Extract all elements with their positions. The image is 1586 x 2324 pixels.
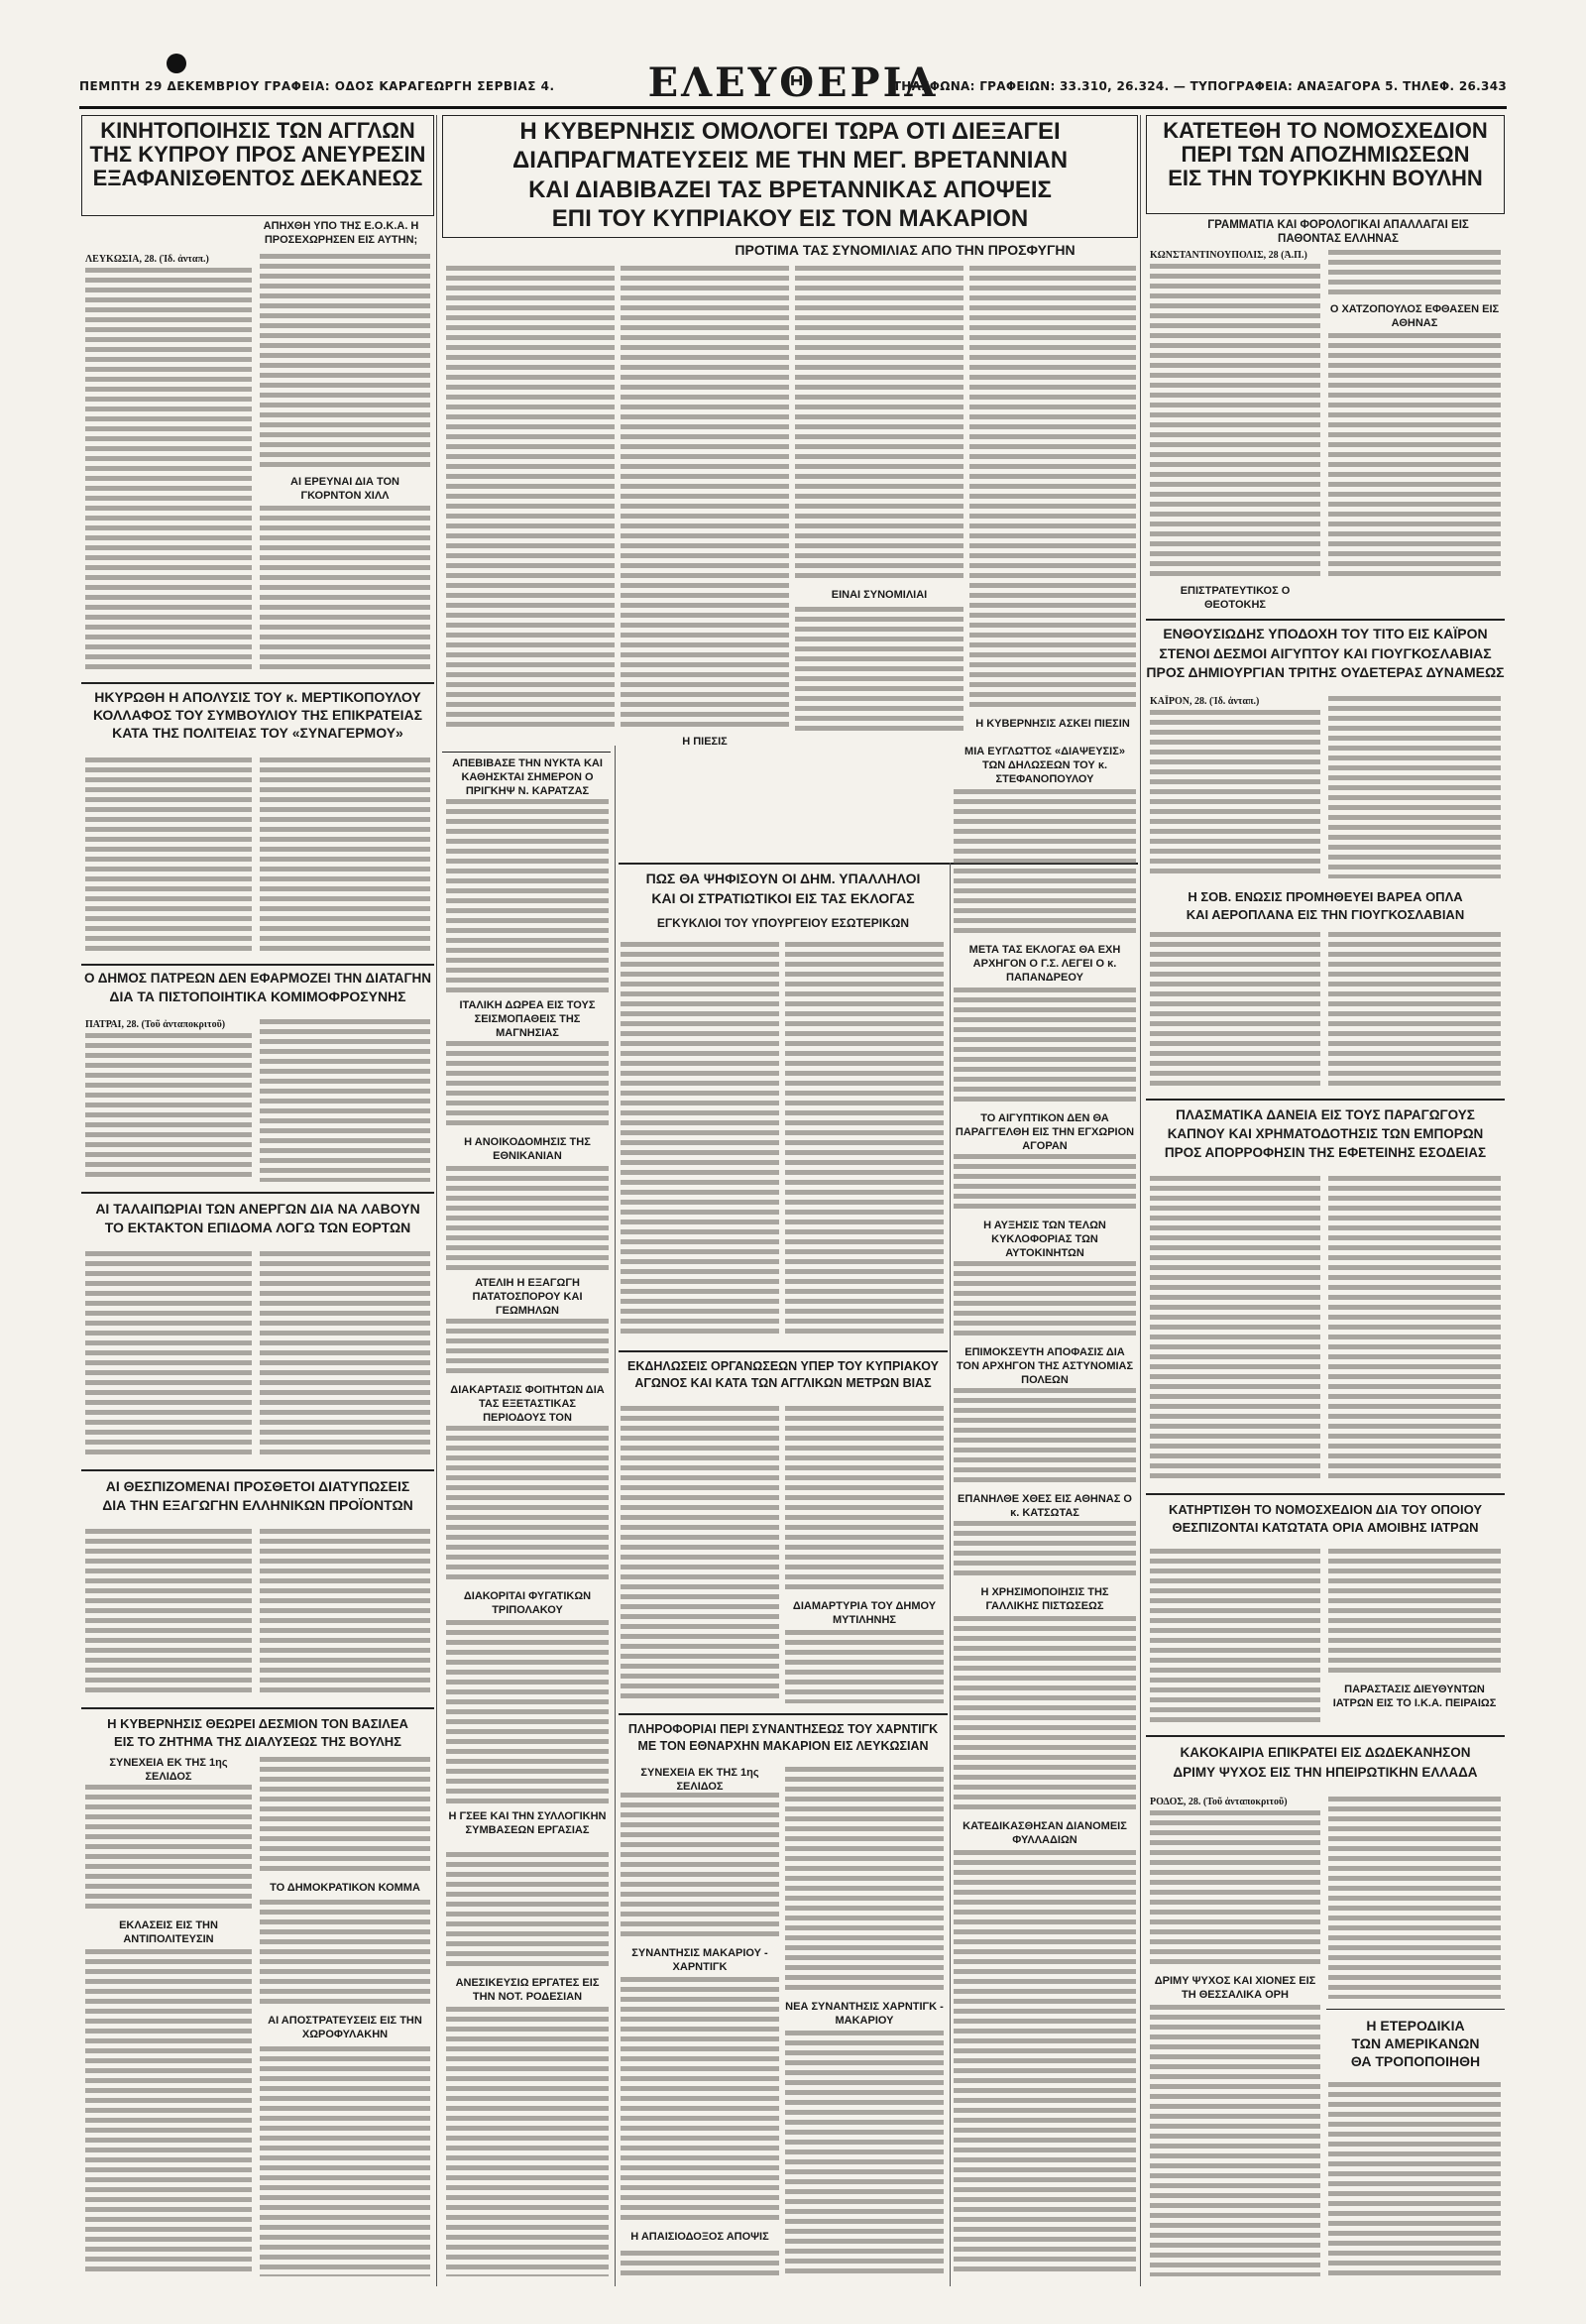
body-text: [85, 1785, 252, 1914]
masthead: [79, 59, 1507, 109]
headline-weather: [1146, 1743, 1505, 1784]
masthead-phones: ΤΗΛΕΦΩΝΑ: ΓΡΑΦΕΙΩΝ: 33.310, 26.324. — ΤΥΠΟΓΡΑΦΕΙΑ: ΑΝΑΞΑΓΟΡΑ 5. ΤΗΛΕΦ. 26.343: [892, 79, 1507, 93]
headline-ussr-weapons: [1146, 888, 1505, 923]
body-text: [260, 1900, 430, 2009]
column-rule: [1140, 115, 1141, 2286]
headline-line: ΔΡΙΜΥ ΨΥΧΟΣ ΕΙΣ ΤΗΝ ΗΠΕΙΡΩΤΙΚΗΝ ΕΛΛΑΔΑ: [1173, 1765, 1478, 1781]
divider: [1146, 1099, 1505, 1101]
body-text: [954, 1850, 1136, 2276]
headline-tito: [1146, 625, 1505, 683]
subhead-govt-pressure: Η ΚΥΒΕΡΝΗΣΙΣ ΑΣΚΕΙ ΠΙΕΣΙΝ: [975, 718, 1130, 730]
subhead-lightoff: ΑΠΕΒΙΒΑΣΕ ΤΗΝ ΝΥΚΤΑ ΚΑΙ ΚΑΘΗΣΚΤΑΙ ΣΗΜΕΡΟΝ Ο ΠΡΙΓΚΗΨ Ν. ΚΑΡΑΤΖΑΣ: [452, 757, 603, 797]
subhead-attica: Η ΑΝΟΙΚΟΔΟΜΗΣΙΣ ΤΗΣ ΕΘΝΙΚΑΝΙΑΝ: [464, 1136, 591, 1162]
headline-elections: [619, 869, 948, 932]
body-text: [621, 1977, 779, 2225]
body-text: [1150, 932, 1320, 1091]
column-rule: [950, 863, 951, 2286]
body-text: [85, 1251, 252, 1459]
body-text: [621, 1406, 779, 1703]
body-text: [1150, 1176, 1320, 1483]
body-text: [1150, 2005, 1320, 2276]
divider: [81, 682, 434, 684]
subhead-continue-2: ΣΥΝΕΧΕΙΑ ΕΚ ΤΗΣ 1ης ΣΕΛΙΔΟΣ: [640, 1767, 759, 1793]
body-text: [1150, 710, 1320, 878]
headline-line: ΕΓΚΥΚΛΙΟΙ ΤΟΥ ΥΠΟΥΡΓΕΙΟΥ ΕΣΩΤΕΡΙΚΩΝ: [656, 915, 910, 930]
headline-line: ΚΑΙ ΟΙ ΣΤΡΑΤΙΩΤΙΚΟΙ ΕΙΣ ΤΑΣ ΕΚΛΟΓΑΣ: [651, 890, 915, 907]
body-text: [260, 506, 430, 674]
headline-line: ΕΞΑΦΑΝΙΣΘΕΝΤΟΣ ΔΕΚΑΝΕΩΣ: [92, 166, 423, 191]
subhead-french: Η ΧΡΗΣΙΜΟΠΟΙΗΣΙΣ ΤΗΣ ΓΑΛΛΙΚΗΣ ΠΙΣΤΩΣΕΩΣ: [980, 1586, 1109, 1612]
body-text: [785, 1630, 944, 1703]
body-text: [954, 1261, 1136, 1340]
headline-line: ΚΑΚΟΚΑΙΡΙΑ ΕΠΙΚΡΑΤΕΙ ΕΙΣ ΔΩΔΕΚΑΝΗΣΟΝ: [1180, 1745, 1471, 1760]
headline-king: [81, 1715, 434, 1750]
subhead-ika-piraeus: ΠΑΡΑΣΤΑΣΙΣ ΔΙΕΥΘΥΝΤΩΝ ΙΑΤΡΩΝ ΕΙΣ ΤΟ Ι.Κ.Α. ΠΕΙΡΑΙΩΣ: [1332, 1684, 1497, 1709]
headline-line: ΚΟΛΛΑΦΟΣ ΤΟΥ ΣΥΜΒΟΥΛΙΟΥ ΤΗΣ ΕΠΙΚΡΑΤΕΙΑΣ: [92, 707, 423, 724]
body-text: [85, 757, 252, 956]
body-text: [446, 1852, 609, 1971]
body-text: [1150, 264, 1320, 581]
column-rule: [615, 746, 616, 2286]
subhead-talks: ΕΙΝΑΙ ΣΥΝΟΜΙΛΙΑΙ: [831, 589, 928, 601]
headline-line: ΑΙ ΤΑΛΑΙΠΩΡΙΑΙ ΤΩΝ ΑΝΕΡΓΩΝ ΔΙΑ ΝΑ ΛΑΒΟΥΝ: [95, 1201, 420, 1217]
headline-line: ΤΗΣ ΚΥΠΡΟΥ ΠΡΟΣ ΑΝΕΥΡΕΣΙΝ: [89, 142, 426, 168]
body-text: [85, 1949, 252, 2276]
subhead-continue: ΣΥΝΕΧΕΙΑ ΕΚ ΤΗΣ 1ης ΣΕΛΙΔΟΣ: [109, 1757, 228, 1783]
body-text: [85, 1033, 252, 1182]
subhead-cyprus: ΑΠΗΧΘΗ ΥΠΟ ΤΗΣ Ε.Ο.Κ.Α. Η ΠΡΟΣΕΧΩΡΗΣΕΝ ΕΙΣ ΑΥΤΗΝ;: [263, 220, 419, 246]
headline-harding: [619, 1721, 948, 1755]
dateline-cyprus: ΛΕΥΚΩΣΙΑ, 28. (Ἰδ. ἀνταπ.): [85, 254, 209, 265]
body-text: [621, 266, 789, 732]
headline-line: ΠΡΟΣ ΑΠΟΡΡΟΦΗΣΙΝ ΤΗΣ ΕΦΕΤΕΙΝΗΣ ΕΣΟΔΕΙΑΣ: [1164, 1144, 1487, 1160]
subhead-distributors: ΚΑΤΕΔΙΚΑΣΘΗΣΑΝ ΔΙΑΝΟΜΕΙΣ ΦΥΛΛΑΔΙΩΝ: [963, 1820, 1127, 1846]
subhead-potato: ΑΤΕΛΙΗ Η ΕΞΑΓΩΓΗ ΠΑΤΑΤΟΣΠΟΡΟΥ ΚΑΙ ΓΕΩΜΗΛΩΝ: [472, 1277, 583, 1317]
subhead-epistr: ΕΠΙΣΤΡΑΤΕΥΤΙΚΟΣ Ο ΘΕΟΤΟΚΗΣ: [1180, 585, 1291, 611]
headline-export-rules: [81, 1477, 434, 1515]
subhead-government: ΠΡΟΤΙΜΑ ΤΑΣ ΣΥΝΟΜΙΛΙΑΣ ΑΠΟ ΤΗΝ ΠΡΟΣΦΥΓΗΝ: [735, 242, 1076, 258]
headline-line: ΑΓΩΝΟΣ ΚΑΙ ΚΑΤΑ ΤΩΝ ΑΓΓΛΙΚΩΝ ΜΕΤΡΩΝ ΒΙΑΣ: [634, 1375, 932, 1390]
body-text: [1328, 1797, 1501, 1999]
subhead-pressure: Η ΠΙΕΣΙΣ: [682, 736, 728, 748]
subhead-after-elections: ΜΕΤΑ ΤΑΣ ΕΚΛΟΓΑΣ ΘΑ ΕΧΗ ΑΡΧΗΓΟΝ Ο Γ.Σ. ΛΕΓΕΙ Ο κ. ΠΑΠΑΝΔΡΕΟΥ: [968, 944, 1121, 984]
subhead-makarios-harding: ΣΥΝΑΝΤΗΣΙΣ ΜΑΚΑΡΙΟΥ - ΧΑΡΝΤΙΓΚ: [631, 1947, 768, 1973]
dateline-patras: ΠΑΤΡΑΙ, 28. (Τοῦ ἀνταποκριτοῦ): [85, 1019, 226, 1030]
subhead-new-meeting: ΝΕΑ ΣΥΝΑΝΤΗΣΙΣ ΧΑΡΝΤΙΓΚ - ΜΑΚΑΡΙΟΥ: [785, 2001, 944, 2027]
subhead-students: ΔΙΑΚΑΡΤΑΣΙΣ ΦΟΙΤΗΤΩΝ ΔΙΑ ΤΑΣ ΕΞΕΤΑΣΤΙΚΑΣ ΠΕΡΙΟΔΟΥΣ ΤΟΝ: [450, 1384, 605, 1424]
headline-line: ΕΙΣ ΤΟ ΖΗΤΗΜΑ ΤΗΣ ΔΙΑΛΥΣΕΩΣ ΤΗΣ ΒΟΥΛΗΣ: [114, 1733, 401, 1749]
body-text: [446, 1620, 609, 1804]
subhead-egyptian: ΜΙΑ ΕΥΓΛΩΤΤΟΣ «ΔΙΑΨΕΥΣΙΣ» ΤΩΝ ΔΗΛΩΣΕΩΝ ΤΟΥ κ. ΣΤΕΦΑΝΟΠΟΥΛΟΥ: [964, 746, 1125, 785]
body-text: [785, 1406, 944, 1594]
headline-line: ΔΙΑ ΤΗΝ ΕΞΑΓΩΓΗΝ ΕΛΛΗΝΙΚΩΝ ΠΡΟΪΟΝΤΩΝ: [102, 1496, 413, 1513]
headline-line: Η ΚΥΒΕΡΝΗΣΙΣ ΘΕΩΡΕΙ ΔΕΣΜΙΟΝ ΤΟΝ ΒΑΣΙΛΕΑ: [107, 1716, 408, 1731]
body-text: [1150, 1810, 1320, 1969]
subhead-opposition: ΕΚΛΑΣΕΙΣ ΕΙΣ ΤΗΝ ΑΝΤΙΠΟΛΙΤΕΥΣΙΝ: [119, 1919, 218, 1945]
subhead-returned: ΕΠΑΝΗΛΘΕ ΧΘΕΣ ΕΙΣ ΑΘΗΝΑΣ Ο κ. ΚΑΤΣΩΤΑΣ: [958, 1493, 1132, 1519]
body-text: [954, 1521, 1136, 1580]
body-text: [785, 942, 944, 1338]
body-text: [954, 1616, 1136, 1814]
body-text: [260, 1757, 430, 1876]
headline-unemployed: [81, 1200, 434, 1237]
headline-doctors: [1146, 1501, 1505, 1537]
dateline-istanbul: ΚΩΝΣΤΑΝΤΙΝΟΥΠΟΛΙΣ, 28 (Ἀ.Π.): [1150, 250, 1307, 261]
divider: [619, 1350, 948, 1352]
body-text: [621, 1793, 779, 1941]
headline-line: ΕΙΣ ΤΗΝ ΤΟΥΡΚΙΚΗΝ ΒΟΥΛΗΝ: [1168, 166, 1483, 191]
divider: [1146, 1735, 1505, 1737]
subhead-italian-gift: ΙΤΑΛΙΚΗ ΔΩΡΕΑ ΕΙΣ ΤΟΥΣ ΣΕΙΣΜΟΠΑΘΕΙΣ ΤΗΣ ΜΑΓΝΗΣΙΑΣ: [459, 999, 596, 1039]
headline-line: ΕΝΘΟΥΣΙΩΔΗΣ ΥΠΟΔΟΧΗ ΤΟΥ ΤΙΤΟ ΕΙΣ ΚΑΪΡΟΝ: [1163, 626, 1488, 641]
divider: [81, 1192, 434, 1194]
body-text: [1150, 1549, 1320, 1727]
headline-line: ΚΑΙ ΔΙΑΒΙΒΑΖΕΙ ΤΑΣ ΒΡΕΤΑΝΝΙΚΑΣ ΑΠΟΨΕΙΣ: [528, 175, 1052, 203]
headline-line: ΠΛΗΡΟΦΟΡΙΑΙ ΠΕΡΙ ΣΥΝΑΝΤΗΣΕΩΣ ΤΟΥ ΧΑΡΝΤΙΓΚ: [627, 1722, 939, 1736]
headline-line: ΚΑΤΗΡΤΙΣΘΗ ΤΟ ΝΟΜΟΣΧΕΔΙΟΝ ΔΙΑ ΤΟΥ ΟΠΟΙΟΥ: [1168, 1502, 1483, 1517]
headline-line: ΠΡΟΣ ΔΗΜΙΟΥΡΓΙΑΝ ΤΡΙΤΗΣ ΟΥΔΕΤΕΡΑΣ ΔΥΝΑΜΕΩΣ: [1146, 664, 1505, 681]
body-text: [260, 1251, 430, 1459]
body-text: [85, 1529, 252, 1697]
headline-line: ΘΑ ΤΡΟΠΟΠΟΙΗΘΗ: [1350, 2053, 1481, 2070]
body-text: [785, 2031, 944, 2276]
divider: [81, 964, 434, 966]
divider: [1326, 2009, 1505, 2010]
headline-line: ΤΟ ΕΚΤΑΚΤΟΝ ΕΠΙΔΟΜΑ ΛΟΓΩ ΤΩΝ ΕΟΡΤΩΝ: [104, 1219, 411, 1235]
subhead-apostrateuseis: ΑΙ ΑΠΟΣΤΡΑΤΕΥΣΕΙΣ ΕΙΣ ΤΗΝ ΧΩΡΟΦΥΛΑΚΗΝ: [268, 2015, 422, 2040]
body-text: [260, 1529, 430, 1697]
column-rule: [436, 115, 437, 2286]
body-text: [260, 254, 430, 470]
divider: [442, 752, 611, 753]
headline-line: ΕΚΔΗΛΩΣΕΙΣ ΟΡΓΑΝΩΣΕΩΝ ΥΠΕΡ ΤΟΥ ΚΥΠΡΙΑΚΟΥ: [627, 1359, 939, 1373]
body-text: [621, 942, 779, 1338]
subhead-police: ΕΠΙΜΟΚΣΕΥΤΗ ΑΠΟΦΑΣΙΣ ΔΙΑ ΤΟΝ ΑΡΧΗΓΟΝ ΤΗΣ ΑΣΤΥΝΟΜΙΑΣ ΠΟΛΕΩΝ: [956, 1346, 1134, 1386]
body-text: [954, 988, 1136, 1106]
body-text: [446, 1426, 609, 1584]
headline-line: ΠΕΡΙ ΤΩΝ ΑΠΟΖΗΜΙΩΣΕΩΝ: [1181, 142, 1470, 168]
headline-line: ΚΑΤΑ ΤΗΣ ΠΟΛΙΤΕΙΑΣ ΤΟΥ «ΣΥΝΑΓΕΡΜΟΥ»: [112, 725, 403, 742]
subhead-workers: ΑΝΕΣΙΚΕΥΣΙΩ ΕΡΓΑΤΕΣ ΕΙΣ ΤΗΝ ΝΟΤ. ΡΟΔΕΣΙΑΝ: [455, 1977, 600, 2003]
headline-line: ΗΚΥΡΩΘΗ Η ΑΠΟΛΥΣΙΣ ΤΟΥ κ. ΜΕΡΤΙΚΟΠΟΥΛΟΥ: [94, 689, 421, 705]
body-text: [954, 1388, 1136, 1487]
headline-line: Η ΣΟΒ. ΕΝΩΣΙΣ ΠΡΟΜΗΘΕΥΕΙ ΒΑΡΕΑ ΟΠΛΑ: [1188, 889, 1463, 904]
subhead-mytilene: ΔΙΑΜΑΡΤΥΡΙΑ ΤΟΥ ΔΗΜΟΥ ΜΥΤΙΛΗΝΗΣ: [792, 1600, 937, 1626]
body-text: [446, 2007, 609, 2276]
headline-line: ΚΑΠΝΟΥ ΚΑΙ ΧΡΗΜΑΤΟΔΟΤΗΣΙΣ ΤΩΝ ΕΜΠΟΡΩΝ: [1167, 1125, 1484, 1141]
headline-line: ΑΙ ΘΕΣΠΙΖΟΜΕΝΑΙ ΠΡΟΣΘΕΤΟΙ ΔΙΑΤΥΠΩΣΕΙΣ: [105, 1478, 410, 1494]
body-text: [446, 1319, 609, 1378]
subhead-snow: ΔΡΙΜΥ ΨΥΧΟΣ ΚΑΙ ΧΙΟΝΕΣ ΕΙΣ ΤΗ ΘΕΣΣΑΛΙΚΑ ΟΡΗ: [1154, 1975, 1316, 2001]
headline-line: ΚΑΙ ΑΕΡΟΠΛΑΝΑ ΕΙΣ ΤΗΝ ΓΙΟΥΓΚΟΣΛΑΒΙΑΝ: [1186, 906, 1465, 922]
body-text: [1328, 2082, 1501, 2276]
headline-line: Η ΕΤΕΡΟΔΙΚΙΑ: [1366, 2018, 1465, 2034]
body-text: [446, 1041, 609, 1130]
subhead-labor: Η ΓΣΕΕ ΚΑΙ ΤΗΝ ΣΥΛΛΟΓΙΚΗΝ ΣΥΜΒΑΣΕΩΝ ΕΡΓΑΣΙΑΣ: [448, 1810, 607, 1836]
dateline-rhodes: ΡΟΔΟΣ, 28. (Τοῦ ἀνταποκριτοῦ): [1150, 1797, 1288, 1807]
dateline-cairo: ΚΑΪΡΟΝ, 28. (Ἰδ. ἀνταπ.): [1150, 696, 1260, 707]
headline-line: Ο ΔΗΜΟΣ ΠΑΤΡΕΩΝ ΔΕΝ ΕΦΑΡΜΟΖΕΙ ΤΗΝ ΔΙΑΤΑΓΗΝ: [83, 971, 432, 986]
subhead-hatzopoulos: Ο ΧΑΤΖΟΠΟΥΛΟΣ ΕΦΘΑΣΕΝ ΕΙΣ ΑΘΗΝΑΣ: [1329, 303, 1500, 329]
body-text: [795, 266, 963, 583]
subhead-fish-gear: ΔΙΑΚΟΡΙΤΑΙ ΦΥΓΑΤΙΚΩΝ ΤΡΙΠΟΛΑΚΟΥ: [463, 1590, 592, 1616]
body-text: [1328, 932, 1501, 1091]
body-text: [1328, 333, 1501, 581]
headline-line: ΤΩΝ ΑΜΕΡΙΚΑΝΩΝ: [1351, 2035, 1480, 2052]
body-text: [85, 268, 252, 674]
headline-line: ΣΤΕΝΟΙ ΔΕΣΜΟΙ ΑΙΓΥΠΤΟΥ ΚΑΙ ΓΙΟΥΓΚΟΣΛΑΒΙΑΣ: [1159, 644, 1492, 661]
newspaper-title: ΕΛΕΥΘΕΡΙΑ: [647, 59, 939, 106]
headline-american-troops: [1326, 2017, 1505, 2071]
headline-mertikopoulos: [81, 688, 434, 743]
punch-hole-icon: [167, 54, 186, 73]
body-text: [621, 2251, 779, 2276]
body-text: [954, 1154, 1136, 1214]
headline-cyprus-mobilization: [85, 119, 430, 191]
body-text: [785, 1767, 944, 1995]
headline-line: ΚΙΝΗΤΟΠΟΙΗΣΙΣ ΤΩΝ ΑΓΓΛΩΝ: [100, 119, 415, 143]
divider: [1146, 1493, 1505, 1495]
body-text: [446, 799, 609, 993]
body-text: [446, 266, 615, 732]
body-text: [260, 2046, 430, 2276]
body-text: [446, 1166, 609, 1271]
headline-line: ΘΕΣΠΙΖΟΝΤΑΙ ΚΑΤΩΤΑΤΑ ΟΡΙΑ ΑΜΟΙΒΗΣ ΙΑΤΡΩΝ: [1172, 1520, 1479, 1536]
headline-tobacco: [1146, 1106, 1505, 1163]
masthead-date-address: ΠΕΜΠΤΗ 29 ΔΕΚΕΜΒΡΙΟΥ ΓΡΑΦΕΙΑ: ΟΔΟΣ ΚΑΡΑΓΕΩΡΓΗ ΣΕΡΒΙΑΣ 4.: [79, 79, 555, 93]
subhead-car-tax: Η ΑΥΞΗΣΙΣ ΤΩΝ ΤΕΛΩΝ ΚΥΚΛΟΦΟΡΙΑΣ ΤΩΝ ΑΥΤΟΚΙΝΗΤΩΝ: [983, 1220, 1106, 1259]
headline-line: ΔΙΑΠΡΑΓΜΑΤΕΥΣΕΙΣ ΜΕ ΤΗΝ ΜΕΓ. ΒΡΕΤΑΝΝΙΑΝ: [511, 147, 1069, 174]
body-text: [1328, 1549, 1501, 1678]
headline-line: ΕΠΙ ΤΟΥ ΚΥΠΡΙΑΚΟΥ ΕΙΣ ΤΟΝ ΜΑΚΑΡΙΟΝ: [551, 204, 1029, 232]
body-text: [1328, 696, 1501, 878]
divider: [81, 1707, 434, 1709]
subhead-democratic: ΤΟ ΔΗΜΟΚΡΑΤΙΚΟΝ ΚΟΜΜΑ: [270, 1882, 420, 1894]
headline-demonstrations: [619, 1358, 948, 1392]
divider: [81, 1469, 434, 1471]
headline-line: ΔΙΑ ΤΑ ΠΙΣΤΟΠΟΙΗΤΙΚΑ ΚΟΜΙΜΟΦΡΟΣΥΝΗΣ: [109, 988, 406, 1004]
headline-compensation-bill: [1150, 119, 1501, 191]
body-text: [795, 607, 963, 732]
headline-patras: [81, 970, 434, 1005]
headline-line: ΠΛΑΣΜΑΤΙΚΑ ΔΑΝΕΙΑ ΕΙΣ ΤΟΥΣ ΠΑΡΑΓΩΓΟΥΣ: [1176, 1107, 1475, 1122]
subhead-search: ΑΙ ΕΡΕΥΝΑΙ ΔΙΑ ΤΟΝ ΓΚΟΡΝΤΟΝ ΧΙΛΛ: [290, 476, 399, 502]
subhead-pessimistic: Η ΑΠΑΙΣΙΟΔΟΞΟΣ ΑΠΟΨΙΣ: [630, 2231, 769, 2243]
body-text: [1328, 1176, 1501, 1483]
headline-line: Η ΚΥΒΕΡΝΗΣΙΣ ΟΜΟΛΟΓΕΙ ΤΩΡΑ ΟΤΙ ΔΙΕΞΑΓΕΙ: [519, 118, 1061, 145]
subhead-egg-market: ΤΟ ΑΙΓΥΠΤΙΚΟΝ ΔΕΝ ΘΑ ΠΑΡΑΓΓΕΛΘΗ ΕΙΣ ΤΗΝ ΕΓΧΩΡΙΟΝ ΑΓΟΡΑΝ: [955, 1112, 1135, 1152]
headline-government-main: [446, 117, 1134, 233]
body-text: [260, 757, 430, 956]
subhead-compensation: ΓΡΑΜΜΑΤΙΑ ΚΑΙ ΦΟΡΟΛΟΓΙΚΑΙ ΑΠΑΛΛΑΓΑΙ ΕΙΣ ΠΑΘΟΝΤΑΣ ΕΛΛΗΝΑΣ: [1207, 219, 1469, 246]
body-text: [1328, 250, 1501, 299]
body-text: [969, 266, 1136, 712]
headline-line: ΠΩΣ ΘΑ ΨΗΦΙΣΟΥΝ ΟΙ ΔΗΜ. ΥΠΑΛΛΗΛΟΙ: [645, 871, 921, 886]
body-text: [260, 1019, 430, 1182]
headline-line: ΜΕ ΤΟΝ ΕΘΝΑΡΧΗΝ ΜΑΚΑΡΙΟΝ ΕΙΣ ΛΕΥΚΩΣΙΑΝ: [637, 1738, 929, 1753]
body-text: [954, 789, 1136, 938]
divider: [619, 1713, 948, 1715]
headline-line: ΚΑΤΕΤΕΘΗ ΤΟ ΝΟΜΟΣΧΕΔΙΟΝ: [1163, 119, 1488, 143]
